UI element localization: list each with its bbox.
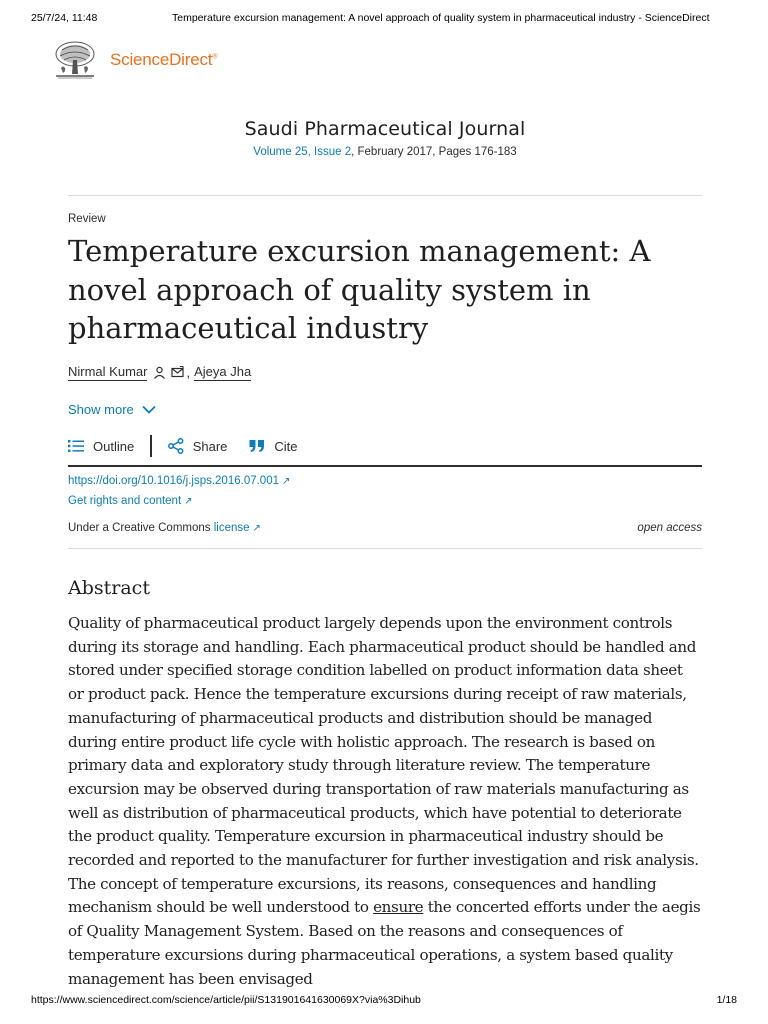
author-name[interactable]: Ajeya Jha <box>194 364 252 379</box>
abstract-heading: Abstract <box>68 577 150 599</box>
cite-label: Cite <box>274 438 298 454</box>
open-access-badge: open access <box>637 522 702 534</box>
journal-title[interactable]: Saudi Pharmaceutical Journal <box>244 118 526 140</box>
journal-date-pages: , February 2017, Pages 176-183 <box>351 146 517 158</box>
doi-row <box>68 475 290 487</box>
license-prefix: Under a Creative Commons <box>68 522 214 534</box>
header-logos <box>52 40 217 80</box>
abstract-term-link[interactable]: ensure <box>373 898 424 917</box>
journal-info <box>68 146 702 158</box>
cite-button[interactable] <box>249 439 297 454</box>
external-link-icon: ↗ <box>184 496 193 507</box>
abstract-text-part-1: Quality of pharmaceutical product largely depends upon the environment controls during its storage and handling. Each pharmaceutical product should be handled and stored under specified storage condition labelled on product information data sheet or product pack. Hence the temperature excursions during receipt of raw materials, manufacturing of pharmaceutical products and distribution should be managed during entire product life cycle with holistic approach. The research is based on primary data and exploratory study through literature review. The temperature excursion may be observed during transportation of raw materials manufacturing as well as distribution of pharmaceutical products, which have potential to deteriorate the product quality. Temperature excursion in pharmaceutical industry should be recorded and reported to the manufacturer for further investigation and risk analysis. The concept of temperature excursions, its reasons, consequences and handling mechanism should be well understood to <box>68 614 699 917</box>
outline-label: Outline <box>93 438 135 454</box>
author-list <box>68 364 251 381</box>
article-type: Review <box>68 213 106 225</box>
quote-icon <box>249 439 265 453</box>
print-page-title: Temperature excursion management: A novel approach of quality system in pharmaceutical industry - ScienceDirect <box>172 12 710 24</box>
license-link[interactable]: license <box>213 522 250 534</box>
license-info <box>68 522 261 534</box>
author-separator: , <box>186 365 191 380</box>
share-label: Share <box>192 438 228 454</box>
doi-link[interactable]: https://doi.org/10.1016/j.jsps.2016.07.001 <box>68 475 279 487</box>
toolbar-underline <box>68 465 702 467</box>
abstract-text-part-2: the concerted efforts under the aegis of Quality Management System. Based on the reasons and consequences of temperature excursions during pharmaceutical operations, a system based quality management has been envisaged <box>68 898 701 988</box>
print-header <box>0 12 768 28</box>
list-icon <box>68 439 84 453</box>
journal-header <box>68 118 702 158</box>
show-more-label: Show more <box>68 402 134 417</box>
print-url: https://www.sciencedirect.com/science/article/pii/S131901641630069X?via%3Dihub <box>31 994 421 1006</box>
elsevier-tree-logo-icon[interactable] <box>52 40 98 80</box>
rights-row <box>68 495 193 507</box>
chevron-down-icon <box>142 405 156 414</box>
logo-text: ScienceDirect <box>110 50 213 69</box>
sciencedirect-logo[interactable] <box>110 50 217 70</box>
volume-issue-link[interactable]: Volume 25, Issue 2 <box>253 146 352 158</box>
person-icon[interactable] <box>153 366 166 379</box>
logo-trademark: ® <box>212 53 218 61</box>
article-title: Temperature excursion management: A novel approach of quality system in pharmaceutical industry <box>68 234 651 345</box>
external-link-icon: ↗ <box>252 523 261 534</box>
share-icon <box>168 438 184 454</box>
outline-button[interactable] <box>68 439 134 454</box>
email-icon[interactable] <box>171 366 184 379</box>
print-page-number: 1/18 <box>716 994 737 1006</box>
author-name[interactable]: Nirmal Kumar <box>68 364 148 379</box>
divider-license <box>68 548 702 549</box>
show-more-button[interactable] <box>68 402 156 417</box>
print-datetime: 25/7/24, 11:48 <box>31 12 98 24</box>
divider-top <box>68 195 702 196</box>
article-toolbar <box>68 434 298 458</box>
abstract-text <box>68 612 702 991</box>
rights-link[interactable]: Get rights and content <box>68 495 182 507</box>
toolbar-divider <box>150 435 152 457</box>
external-link-icon: ↗ <box>282 476 291 487</box>
share-button[interactable] <box>168 438 228 454</box>
